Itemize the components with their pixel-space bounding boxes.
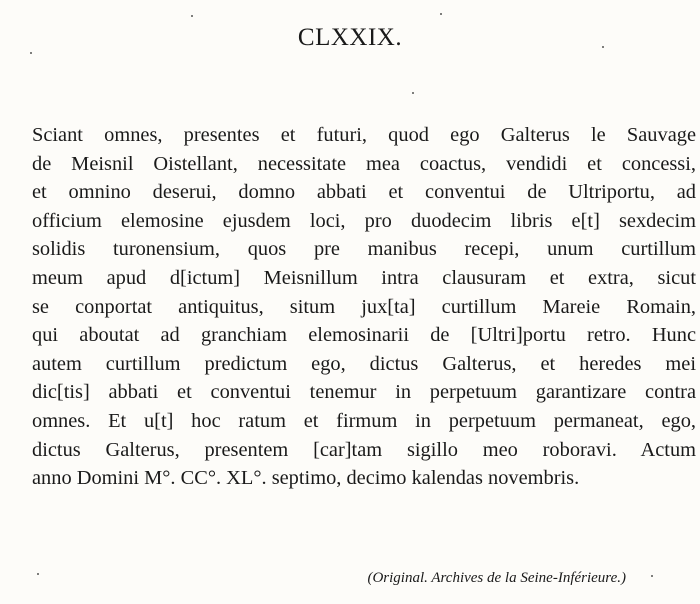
text-line: meum apud d[ictum] Meisnillum intra clausuram et extra, sicut [32,266,696,289]
text-line: et omnino deserui, domno abbati et conventui de Ultriportu, ad [32,181,696,204]
text-line: dic[tis] abbati et conventui tenemur in perpetuum garantizare contra [32,381,696,404]
text-line: de Meisnil Oistellant, necessitate mea coactus, vendidi et concessi, [32,152,696,175]
text-line: autem curtillum predictum ego, dictus Galterus, et heredes mei [32,352,696,375]
scan-speck [651,575,653,577]
text-line: omnes. Et u[t] hoc ratum et firmum in perpetuum permaneat, ego, [32,409,696,432]
text-line: anno Domini M°. CC°. XL°. septimo, decimo kalendas novembris. [32,467,580,490]
scan-speck [412,92,414,94]
text-line: solidis turonensium, quos pre manibus recepi, unum curtillum [32,238,696,261]
document-number: CLXXIX. [297,24,403,51]
scan-speck [37,573,39,575]
source-note: (Original. Archives de la Seine-Inférieure.) [367,570,626,586]
scan-speck [30,52,32,54]
scan-speck [191,15,193,17]
text-line: se conportat antiquitus, situm jux[ta] curtillum Mareie Romain, [32,295,696,318]
charter-text [32,121,696,493]
text-line: officium elemosine ejusdem loci, pro duodecim libris e[t] sexdecim [32,209,696,232]
text-line: dictus Galterus, presentem [car]tam sigillo meo roboravi. Actum [32,438,696,461]
scan-speck [602,46,604,48]
text-line: Sciant omnes, presentes et futuri, quod ego Galterus le Sauvage [32,124,696,146]
text-line: qui aboutat ad granchiam elemosinarii de [Ultri]portu retro. Hunc [32,324,696,347]
scan-speck [440,13,442,15]
